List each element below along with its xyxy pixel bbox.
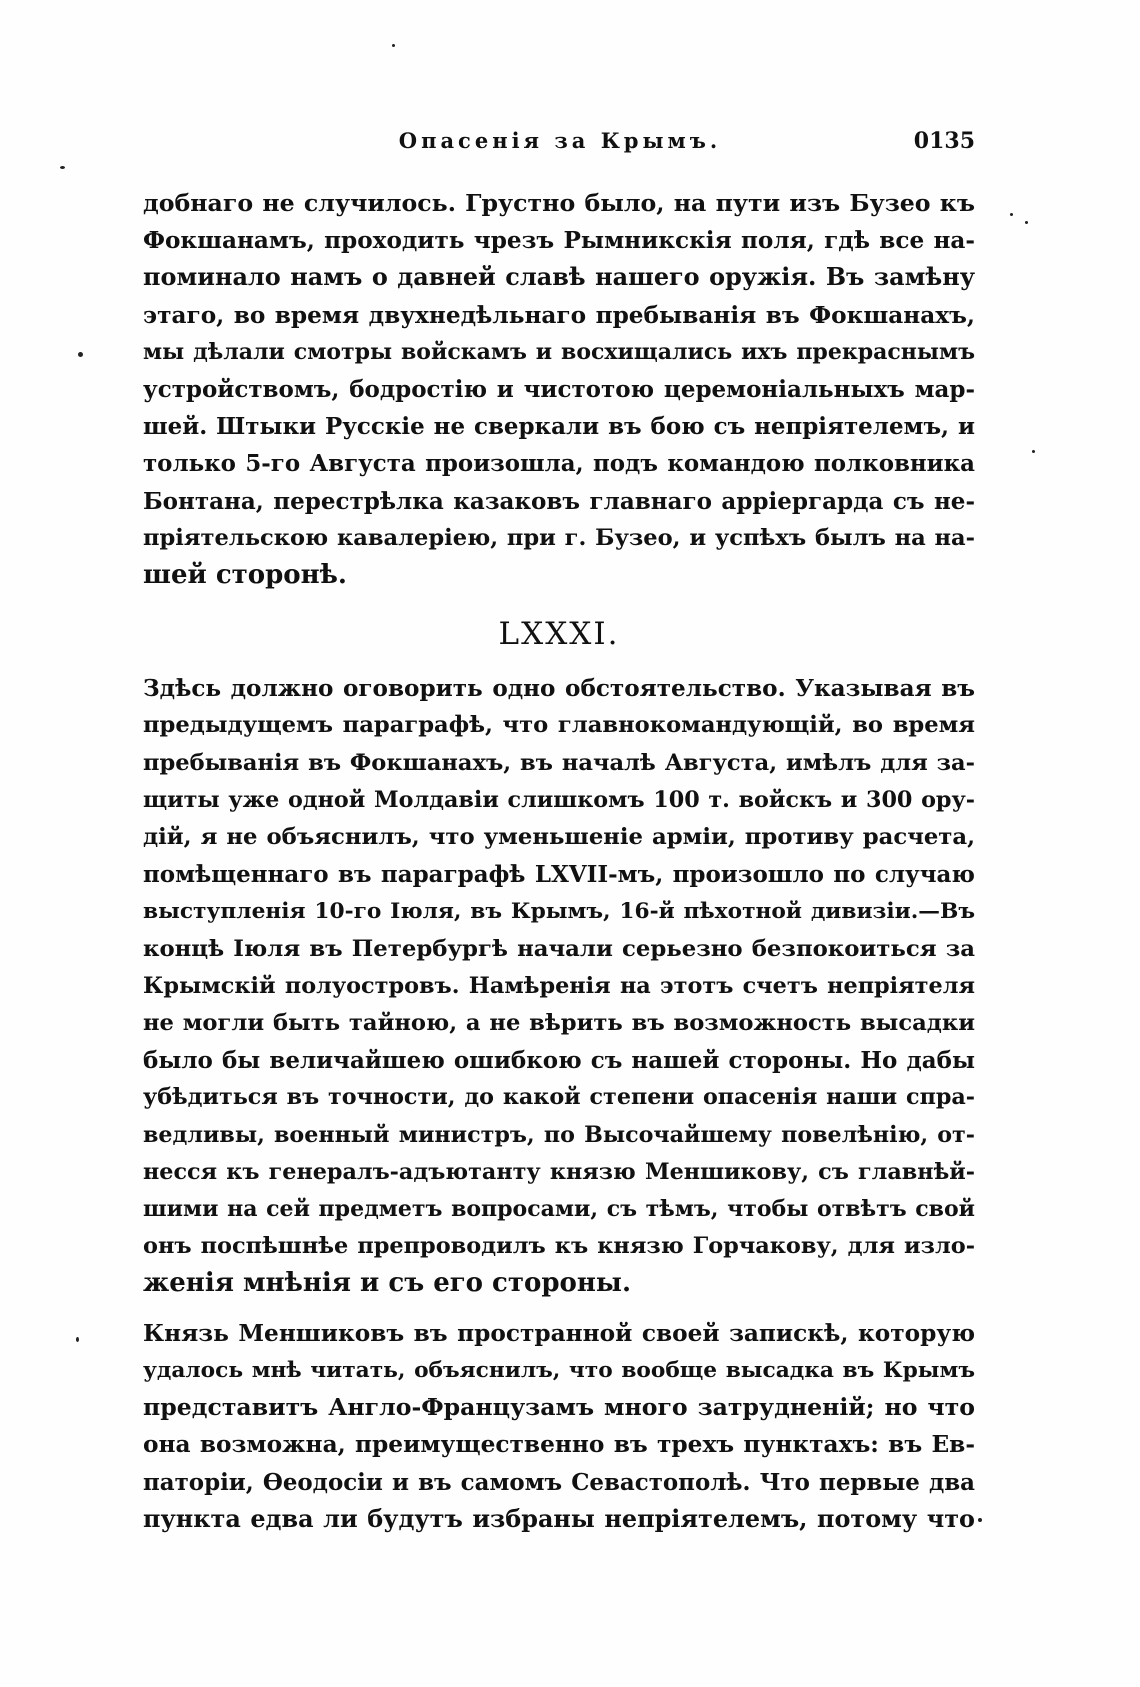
text-line: шей сторонѣ. [143, 560, 347, 591]
print-speck [76, 1337, 79, 1342]
paragraph-3 [143, 1315, 975, 1538]
text-line: поминало намъ о давней славѣ нашего оружія. Въ замѣну [143, 263, 975, 292]
text-line: дій, я не объяснилъ, что уменьшеніе арміи, противу расчета, [143, 824, 975, 851]
text-line: представитъ Англо-Французамъ много затрудненій; но что [143, 1393, 975, 1422]
text-line: паторіи, Ѳеодосіи и въ самомъ Севастополѣ. Что первые два [143, 1468, 975, 1496]
paragraph-gap [143, 1303, 975, 1315]
print-speck [1010, 213, 1013, 216]
text-line: пребыванія въ Фокшанахъ, въ началѣ Августа, имѣлъ для за- [143, 749, 975, 776]
text-line: убѣдиться въ точности, до какой степени опасенія наши спра- [143, 1084, 975, 1111]
text-line: добнаго не случилось. Грустно было, на пути изъ Бузео къ [143, 189, 975, 217]
running-title: Опасенія за Крымъ. [398, 128, 722, 153]
text-line: несся къ генералъ-адъютанту князю Меншикову, съ главнѣй- [143, 1158, 975, 1185]
text-line: пункта едва ли будутъ избраны непріятелемъ, потому что [143, 1504, 975, 1533]
section-heading: LXXXI. [498, 616, 620, 653]
text-line: помѣщеннаго въ параграфѣ LXVII-мъ, произошло по случаю [143, 861, 975, 889]
print-speck [392, 44, 395, 47]
print-speck [1032, 450, 1035, 453]
text-line: шей. Штыки Русскіе не сверкали въ бою съ непріятелемъ, и [143, 413, 975, 441]
text-line: не могли быть тайною, а не вѣрить въ возможность высадки [143, 1010, 975, 1037]
paragraph-2 [143, 670, 975, 1302]
text-line: Фокшанамъ, проходить чрезъ Рымникскія поля, гдѣ все на- [143, 227, 975, 255]
print-speck [60, 166, 65, 169]
text-line: концѣ Іюля въ Петербургѣ начали серьезно безпокоиться за [143, 935, 975, 962]
text-line: Здѣсь должно оговорить одно обстоятельство. Указывая въ [143, 675, 975, 703]
text-line: предыдущемъ параграфѣ, что главнокомандующій, во время [143, 712, 975, 739]
running-head [145, 128, 975, 164]
text-line: пріятельскою кавалеріею, при г. Бузео, и успѣхъ былъ на на- [143, 524, 975, 551]
text-line: этаго, во время двухнедѣльнаго пребыванія въ Фокшанахъ, [143, 301, 975, 329]
page-number: 0135 [913, 128, 975, 154]
text-line: было бы величайшею ошибкою съ нашей стороны. Но дабы [143, 1047, 975, 1075]
text-line: мы дѣлали смотры войскамъ и восхищались ихъ прекраснымъ [143, 338, 975, 365]
text-line: только 5-го Августа произошла, подъ командою полковника [143, 450, 975, 478]
print-speck [1025, 221, 1028, 224]
text-line: онъ поспѣшнѣе препроводилъ къ князю Горчакову, для изло- [143, 1233, 975, 1260]
print-speck [978, 1518, 982, 1522]
print-speck [78, 352, 83, 357]
body-text [143, 185, 975, 1538]
paragraph-1 [143, 185, 975, 594]
text-line: Бонтана, перестрѣлка казаковъ главнаго арріергарда съ не- [143, 487, 975, 515]
text-line: она возможна, преимущественно въ трехъ пунктахъ: въ Ев- [143, 1431, 975, 1459]
text-line: шими на сей предметъ вопросами, съ тѣмъ, чтобы отвѣтъ свой [143, 1196, 975, 1223]
text-line: Крымскій полуостровъ. Намѣренія на этотъ счетъ непріятеля [143, 972, 975, 999]
text-line: Князь Меншиковъ въ пространной своей запискѣ, которую [143, 1319, 975, 1347]
text-line: устройствомъ, бодростію и чистотою церемоніальныхъ мар- [143, 376, 975, 404]
text-line: щиты уже одной Молдавіи слишкомъ 100 т. войскъ и 300 ору- [143, 786, 975, 813]
text-line: удалось мнѣ читать, объяснилъ, что вообще высадка въ Крымъ [143, 1357, 975, 1383]
text-line: выступленія 10-го Іюля, въ Крымъ, 16-й пѣхотной дивизіи.—Въ [143, 899, 975, 925]
text-line: женія мнѣнія и съ его стороны. [143, 1268, 632, 1299]
text-line: ведливы, военный министръ, по Высочайшему повелѣнію, от- [143, 1121, 975, 1148]
